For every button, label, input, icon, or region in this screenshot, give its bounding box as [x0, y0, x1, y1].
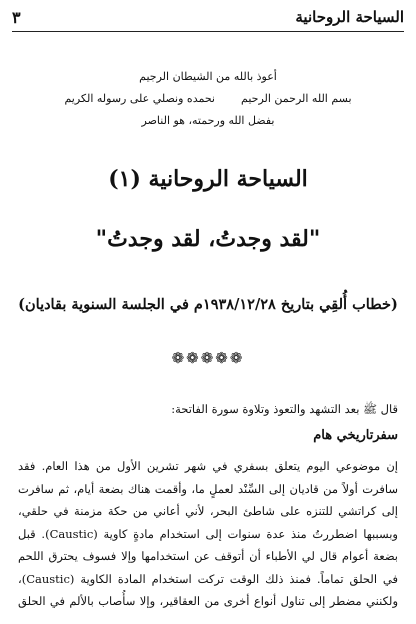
- chapter-title: السياحة الروحانية (١): [108, 166, 308, 192]
- section-heading: سفرتاريخي هام: [313, 428, 398, 443]
- invocation-block: [20, 66, 396, 132]
- invocation-line-1: أعوذ بالله من الشيطان الرجيم: [139, 70, 277, 83]
- body-line: سافرت أولاً من قاديان إلى السِّنْد لعملٍ ما، وأقمت هناك بضعة أيام، ثم سافرت: [18, 481, 398, 496]
- page-number: ٣: [12, 7, 21, 27]
- body-paragraph: [18, 455, 398, 613]
- sermon-info: (خطاب أُلقِي بتاريخ ١٩٣٨/١٢/٢٨م في الجلسة السنوية بقاديان): [18, 296, 398, 313]
- ornament-divider: ❁❁❁❁❁: [171, 349, 245, 367]
- running-head: [12, 4, 404, 30]
- body-line: إلى كراتشي للتنزه على شاطئ البحر، لأني أعاني من حكة مزمنة في حلقي،: [18, 504, 398, 518]
- body-line: وبسببها اضطررتُ منذ عدة سنوات إلى استخدام مادةٍ كاوية (Caustic). قبل: [18, 526, 398, 541]
- header-divider: [12, 31, 404, 32]
- body-line: إن موضوعي اليوم يتعلق بسفري في شهر تشرين الأول من هذا العام. فقد: [18, 459, 398, 473]
- basmala: بسم الله الرحمن الرحيم: [241, 92, 352, 105]
- body-line: في الحلق تماماً. فمنذ ذلك الوقت تركت استخدام المادة الكاوية (Caustic)،: [18, 571, 398, 586]
- intro-line: قال ﷺ بعد التشهد والتعوذ وتلاوة سورة الفاتحة:: [171, 402, 398, 416]
- invocation-line-3: بفضل الله ورحمته، هو الناصر: [141, 114, 275, 127]
- book-title: السياحة الروحانية: [295, 8, 404, 26]
- invocation-line-2: [20, 88, 396, 110]
- body-line: ولكنني مضطر إلى تناول أنواع أخرى من العقاقير، وإلا سأُصاب بالألم في الحلق: [18, 594, 398, 608]
- body-line: بضعة أعوام قال لي الأطباء أن أتوقف عن استخدامها وإلا فسوف يحترق اللحم: [18, 549, 398, 563]
- chapter-subtitle: "لقد وجدتُ، لقد وجدتُ": [95, 226, 321, 252]
- praise-line: نحمده ونصلي على رسوله الكريم: [64, 92, 215, 105]
